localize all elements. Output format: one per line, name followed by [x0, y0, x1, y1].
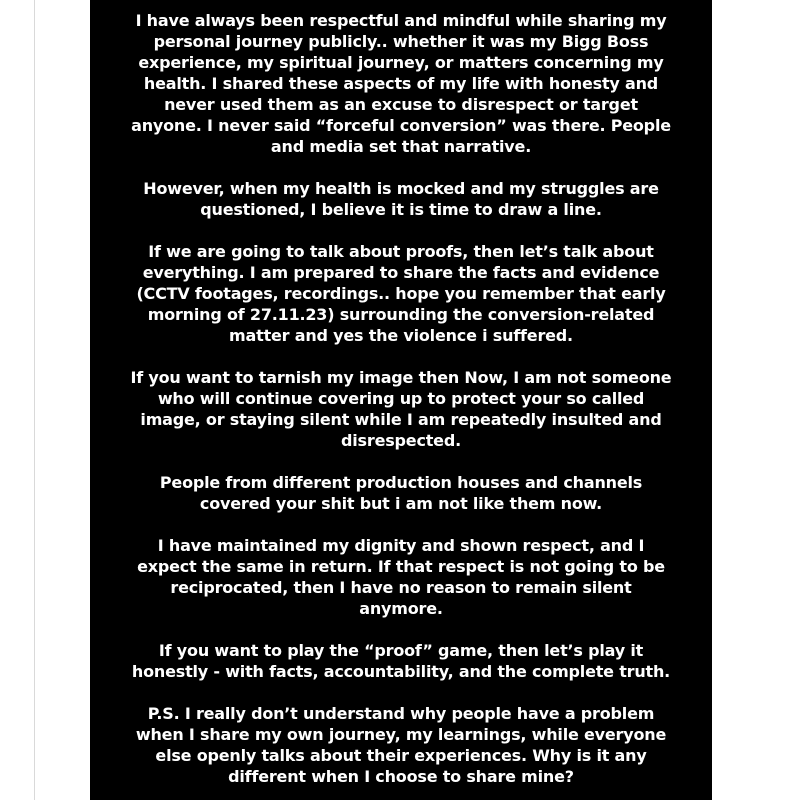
story-paragraph-2: However, when my health is mocked and my struggles are questioned, I believe it is time to draw a line. [143, 179, 659, 219]
story-paragraph-3: If we are going to talk about proofs, then let’s talk about everything. I am prepared to share the facts and evidence (CCTV footages, recordings.. hope you remember that early morning of 27.11.23) surrounding the conversion-related matter and yes the violence i suffered. [136, 242, 666, 345]
story-paragraph-4: If you want to tarnish my image then Now, I am not someone who will continue covering up to protect your so called image, or staying silent while I am repeatedly insulted and disrespected. [130, 368, 672, 450]
story-text-block [90, 10, 712, 800]
story-paragraph-7: If you want to play the “proof” game, then let’s play it honestly - with facts, accountability, and the complete truth. [131, 641, 671, 681]
story-paragraph-8: P.S. I really don’t understand why people have a problem when I share my own journey, my learnings, while everyone else openly talks about their experiences. Why is it any different when I choose to share mine? [135, 704, 667, 786]
story-paragraph-6: I have maintained my dignity and shown respect, and I expect the same in return. If that respect is not going to be reciprocated, then I have no reason to remain silent anymore. [137, 536, 665, 618]
story-card [90, 0, 712, 800]
left-frame-divider [34, 0, 35, 800]
story-paragraph-5: People from different production houses and channels covered your shit but i am not like them now. [159, 473, 643, 513]
story-paragraph-1: I have always been respectful and mindful while sharing my personal journey publicly.. whether it was my Bigg Boss experience, my spiritual journey, or matters concerning my health. I shared these aspects of my life with honesty and never used them as an excuse to disrespect or target anyone. I never said “forceful conversion” was there. People and media set that narrative. [131, 11, 671, 156]
